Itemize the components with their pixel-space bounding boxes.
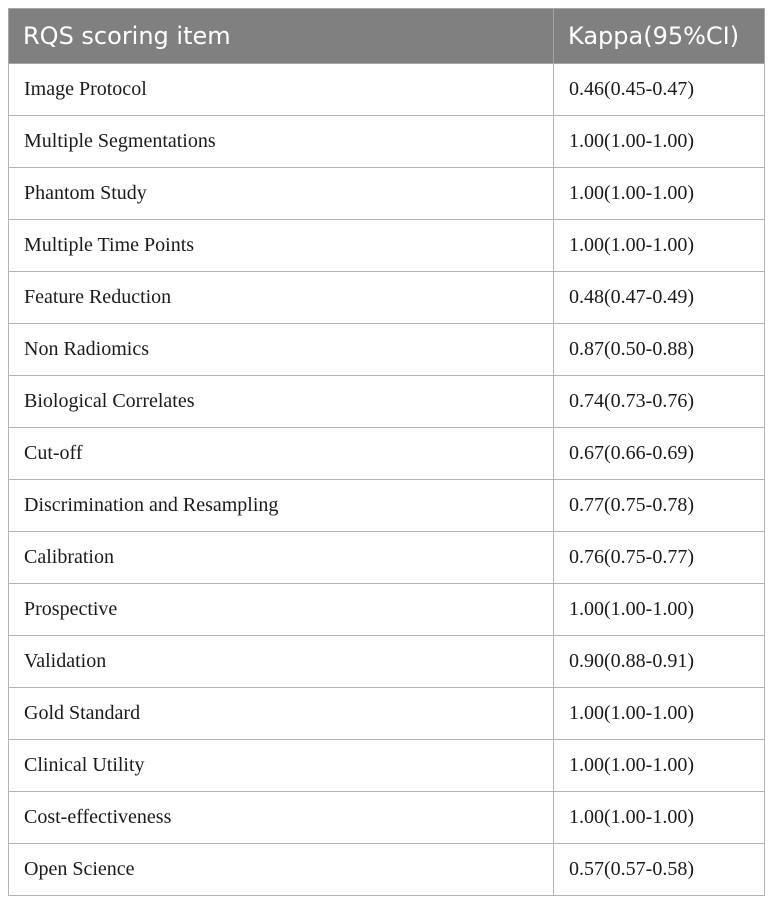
kappa-value-cell: 1.00(1.00-1.00) — [554, 116, 765, 168]
scoring-item-cell: Discrimination and Resampling — [9, 480, 554, 532]
table-body — [9, 64, 765, 896]
scoring-item-cell: Multiple Time Points — [9, 220, 554, 272]
scoring-item-cell: Non Radiomics — [9, 324, 554, 376]
kappa-value-cell: 0.87(0.50-0.88) — [554, 324, 765, 376]
scoring-item-cell: Feature Reduction — [9, 272, 554, 324]
scoring-item-cell: Open Science — [9, 844, 554, 896]
table-row — [9, 116, 765, 168]
scoring-item-cell: Biological Correlates — [9, 376, 554, 428]
scoring-item-cell: Phantom Study — [9, 168, 554, 220]
scoring-item-cell: Cost-effectiveness — [9, 792, 554, 844]
kappa-value-cell: 0.77(0.75-0.78) — [554, 480, 765, 532]
table-row — [9, 532, 765, 584]
table-row — [9, 792, 765, 844]
table-row — [9, 688, 765, 740]
kappa-value-cell: 1.00(1.00-1.00) — [554, 168, 765, 220]
kappa-value-cell: 0.48(0.47-0.49) — [554, 272, 765, 324]
table-row — [9, 376, 765, 428]
kappa-value-cell: 1.00(1.00-1.00) — [554, 688, 765, 740]
scoring-item-cell: Cut-off — [9, 428, 554, 480]
scoring-item-cell: Prospective — [9, 584, 554, 636]
table-row — [9, 740, 765, 792]
table-row — [9, 272, 765, 324]
kappa-value-cell: 0.90(0.88-0.91) — [554, 636, 765, 688]
table-header — [9, 9, 765, 64]
table-row — [9, 64, 765, 116]
table-row — [9, 844, 765, 896]
scoring-item-cell: Calibration — [9, 532, 554, 584]
rqs-kappa-table — [8, 8, 765, 896]
header-kappa: Kappa(95%CI) — [554, 9, 765, 64]
scoring-item-cell: Validation — [9, 636, 554, 688]
table-row — [9, 584, 765, 636]
kappa-value-cell: 0.76(0.75-0.77) — [554, 532, 765, 584]
table-row — [9, 324, 765, 376]
scoring-item-cell: Image Protocol — [9, 64, 554, 116]
scoring-item-cell: Gold Standard — [9, 688, 554, 740]
kappa-value-cell: 1.00(1.00-1.00) — [554, 792, 765, 844]
kappa-value-cell: 1.00(1.00-1.00) — [554, 740, 765, 792]
table-row — [9, 636, 765, 688]
scoring-item-cell: Multiple Segmentations — [9, 116, 554, 168]
kappa-value-cell: 1.00(1.00-1.00) — [554, 220, 765, 272]
scoring-item-cell: Clinical Utility — [9, 740, 554, 792]
table-row — [9, 220, 765, 272]
kappa-value-cell: 1.00(1.00-1.00) — [554, 584, 765, 636]
header-row — [9, 9, 765, 64]
kappa-value-cell: 0.57(0.57-0.58) — [554, 844, 765, 896]
header-scoring-item: RQS scoring item — [9, 9, 554, 64]
kappa-value-cell: 0.46(0.45-0.47) — [554, 64, 765, 116]
table-row — [9, 428, 765, 480]
kappa-value-cell: 0.67(0.66-0.69) — [554, 428, 765, 480]
table-row — [9, 480, 765, 532]
kappa-value-cell: 0.74(0.73-0.76) — [554, 376, 765, 428]
table-row — [9, 168, 765, 220]
